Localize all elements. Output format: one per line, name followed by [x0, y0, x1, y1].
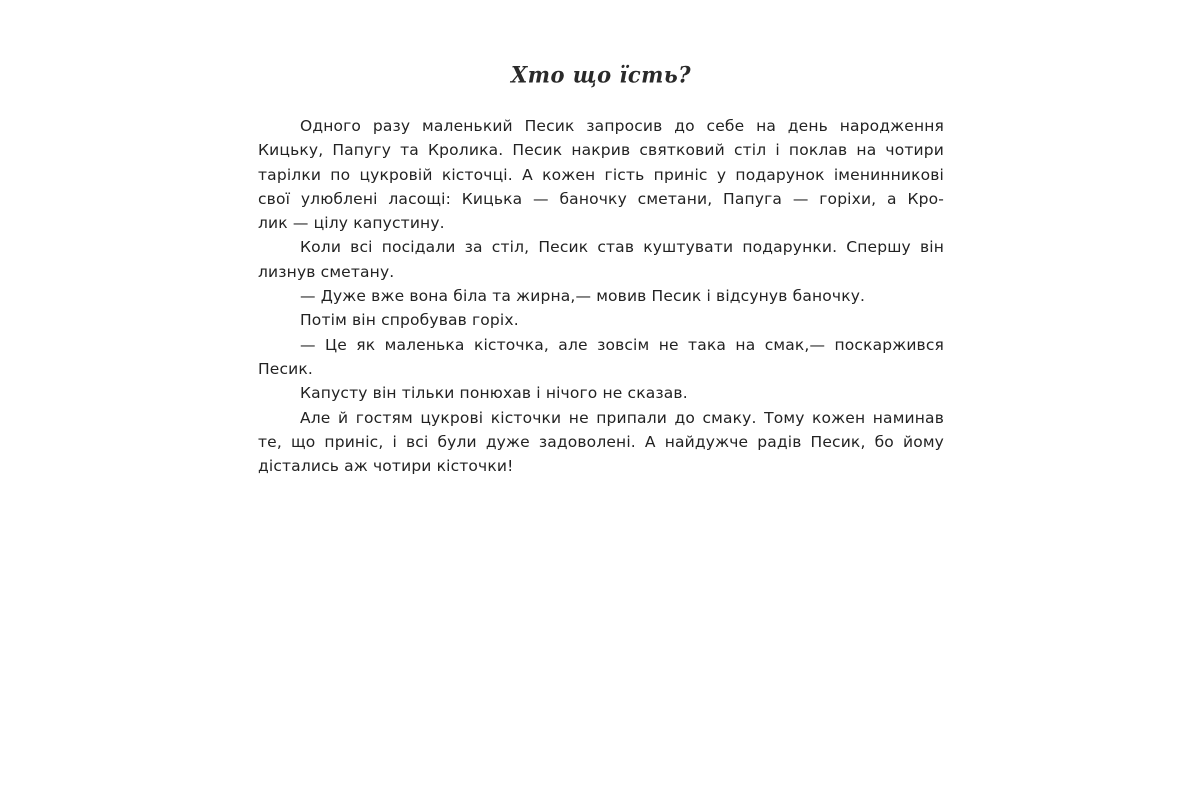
paragraph-5 — [258, 333, 944, 382]
text-line: лик — цілу капустину. — [258, 214, 445, 233]
story-body — [258, 114, 944, 478]
text-line: — Це як маленька кісточка, але зовсім не така на смак,— поскаржився — [300, 335, 944, 354]
paragraph-6 — [258, 381, 944, 405]
paragraph-4 — [258, 308, 944, 332]
text-line: Коли всі посідали за стіл, Песик став куштувати подарунки. Спершу він — [300, 238, 944, 257]
text-line: лизнув сметану. — [258, 262, 395, 281]
text-line: Песик. — [258, 359, 313, 378]
text-line: свої улюблені ласощі: Кицька — баночку сметани, Папуга — горіхи, а Кро- — [258, 189, 944, 208]
text-line: Кицьку, Папугу та Кролика. Песик накрив святковий стіл і поклав на чотири — [258, 141, 944, 160]
paragraph-3 — [258, 284, 944, 308]
text-line: Капусту він тільки понюхав і нічого не сказав. — [300, 384, 688, 403]
paragraph-1 — [258, 114, 944, 235]
document-page — [258, 60, 944, 478]
page-title: Хто що їсть? — [510, 61, 692, 88]
paragraph-2 — [258, 235, 944, 284]
text-line: Одного разу маленький Песик запросив до себе на день народження — [300, 117, 944, 135]
text-line: — Дуже вже вона біла та жирна,— мовив Песик і відсунув баночку. — [300, 287, 866, 306]
text-line: тарілки по цукровій кісточці. А кожен гість приніс у подарунок іменинникові — [258, 165, 944, 184]
text-line: Але й гостям цукрові кісточки не припали до смаку. Тому кожен наминав — [300, 408, 944, 427]
text-line: дістались аж чотири кісточки! — [258, 457, 514, 476]
paragraph-7 — [258, 406, 944, 479]
text-line: Потім він спробував горіх. — [300, 311, 519, 330]
text-line: те, що приніс, і всі були дуже задоволені. А найдужче радів Песик, бо йому — [258, 432, 944, 451]
